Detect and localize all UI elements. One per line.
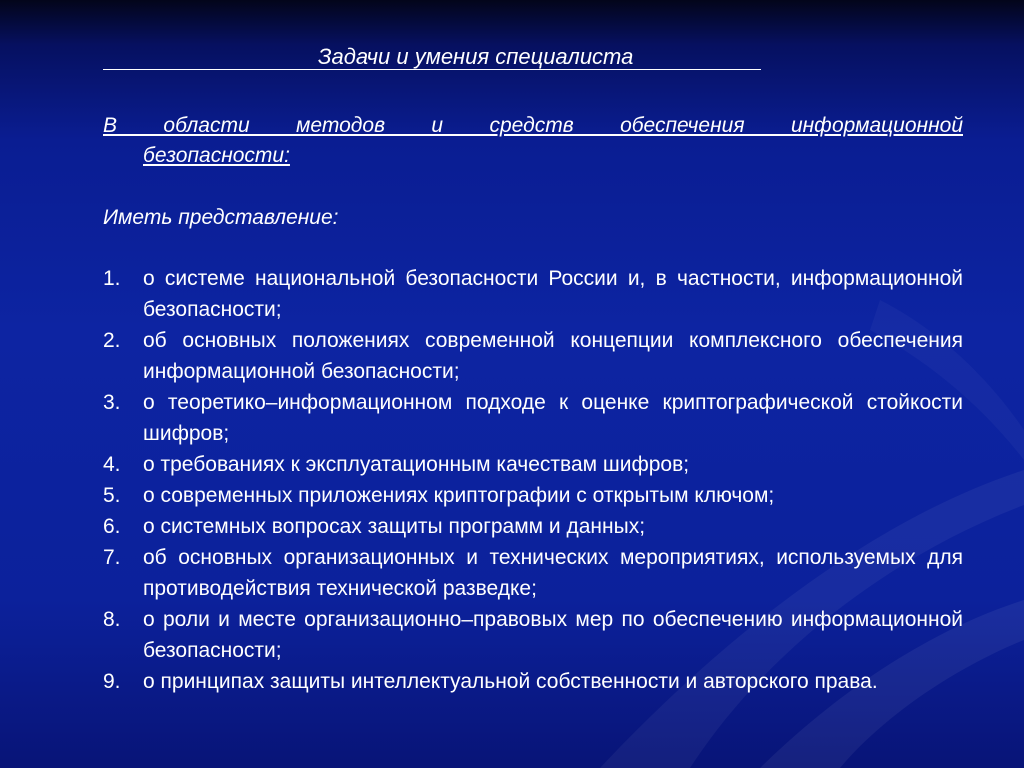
section-subtitle <box>103 111 963 171</box>
slide-title: Задачи и умения специалиста <box>318 44 634 69</box>
list-item <box>103 387 963 449</box>
list-item <box>103 666 963 697</box>
list-item-text: о принципах защиты интеллектуальной собственности и авторского права. <box>143 670 878 693</box>
list-item-text: об основных положениях современной концепции комплексного обеспечения информационной безопасности; <box>143 329 963 383</box>
list-item-number: 1. <box>103 267 121 290</box>
list-item-number: 4. <box>103 453 121 476</box>
list-item-number: 6. <box>103 515 121 538</box>
list-item-number: 8. <box>103 608 121 631</box>
lead-heading: Иметь представление: <box>103 206 339 229</box>
requirements-list <box>103 263 963 697</box>
list-item-text: о системе национальной безопасности России и, в частности, информационной безопасности; <box>143 267 963 321</box>
slide-title-row <box>103 40 963 74</box>
list-item <box>103 263 963 325</box>
list-item-text: о теоретико–информационном подходе к оценке криптографической стойкости шифров; <box>143 391 963 445</box>
list-item-number: 2. <box>103 329 121 352</box>
list-item-text: о современных приложениях криптографии с открытым ключом; <box>143 484 775 507</box>
list-item-number: 9. <box>103 670 121 693</box>
slide-content <box>103 40 963 697</box>
subtitle-line-1: В области методов и средств обеспечения информационной <box>103 114 963 137</box>
list-item <box>103 480 963 511</box>
list-item-text: о роли и месте организационно–правовых мер по обеспечению информационной безопасности; <box>143 608 963 662</box>
list-item-text: о требованиях к эксплуатационным качествам шифров; <box>143 453 690 476</box>
list-item <box>103 325 963 387</box>
list-item-text: о системных вопросах защиты программ и данных; <box>143 515 646 538</box>
list-item <box>103 604 963 666</box>
subtitle-line-2: безопасности: <box>143 144 290 167</box>
list-item <box>103 542 963 604</box>
list-item <box>103 449 963 480</box>
list-item-number: 7. <box>103 546 121 569</box>
list-item <box>103 511 963 542</box>
list-item-text: об основных организационных и технических мероприятиях, используемых для противодействия технической разведке; <box>143 546 963 600</box>
list-item-number: 5. <box>103 484 121 507</box>
list-item-number: 3. <box>103 391 121 414</box>
